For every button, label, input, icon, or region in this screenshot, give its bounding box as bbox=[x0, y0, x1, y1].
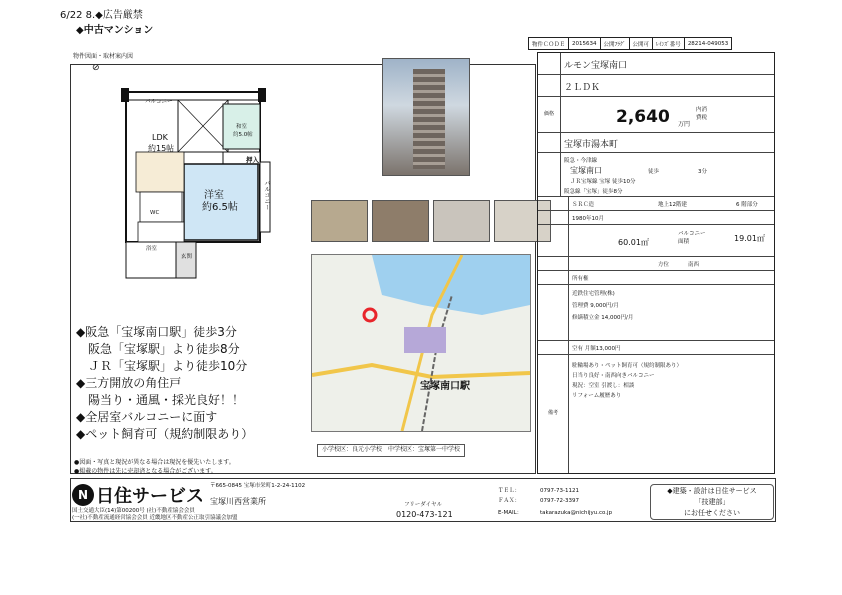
category-title: ◆中古マンション bbox=[76, 25, 154, 36]
status-label: 公開ﾌﾗｸﾞ bbox=[600, 38, 629, 50]
spec-row-parking bbox=[538, 341, 774, 355]
structure: ＳＲＣ造 bbox=[572, 202, 595, 208]
floors: 地上12階建 bbox=[658, 202, 687, 208]
spec-row-structure bbox=[538, 197, 774, 211]
feature-item: 阪急「宝塚駅」より徒歩8分 bbox=[76, 342, 240, 356]
transport-walk: 徒歩 bbox=[648, 169, 660, 175]
remark-item: 駐輪場あり・ペット飼育可（規約制限あり） bbox=[572, 363, 683, 369]
feature-item: ◆阪急「宝塚南口駅」徒歩3分 bbox=[76, 325, 237, 339]
plan-label: 物件図面・取材案内図 bbox=[73, 53, 134, 60]
spec-row-remarks bbox=[538, 355, 774, 473]
land-rights: 所有権 bbox=[572, 276, 589, 282]
price-label: 価格 bbox=[538, 97, 561, 132]
wc-label: WC bbox=[150, 210, 160, 216]
freedial-label: フリーダイヤル bbox=[404, 502, 443, 508]
transport-min: 3分 bbox=[698, 169, 707, 175]
feature-item: ◆ペット飼育可（規約制限あり） bbox=[76, 427, 254, 441]
remarks-label: 備考 bbox=[538, 355, 569, 473]
interior-photo-3 bbox=[433, 200, 490, 242]
remark-item: 日当り良好・南西向きバルコニー bbox=[572, 373, 655, 379]
company-name: 日住サービス bbox=[96, 486, 204, 507]
badge-line-2: 「技建部」 bbox=[694, 498, 730, 506]
youshitsu-label: 洋室 bbox=[204, 190, 224, 201]
feature-item: ◆全居室バルコニーに面す bbox=[76, 410, 218, 424]
balcony-value: 19.01㎡ bbox=[734, 234, 765, 243]
remark-item: リフォーム履歴あり bbox=[572, 393, 622, 399]
tel-label: ＴＥＬ： bbox=[498, 488, 521, 494]
mgmt-fee: 管理費 9,000円/月 bbox=[572, 303, 619, 309]
license-1: 国土交通大臣(14)第00200号 (社)不動産協会会員 bbox=[72, 508, 195, 514]
mgmt-company: 近鉄住宅管理(株) bbox=[572, 291, 615, 297]
building-photo bbox=[382, 58, 470, 176]
service-badge bbox=[650, 484, 774, 520]
spec-row-area bbox=[538, 225, 774, 257]
spec-row-price bbox=[538, 97, 774, 133]
balcony2-label: バルコニー bbox=[262, 180, 270, 210]
entrance-label: 玄関 bbox=[181, 254, 193, 260]
code-label: 物件ＣＯＤＥ bbox=[529, 38, 569, 50]
balcony1-label: バルコニー bbox=[145, 99, 173, 105]
company-logo-icon: N bbox=[72, 484, 94, 506]
company-postal: 〒665-0845 宝塚市栄町1-2-24-1102 bbox=[210, 483, 306, 489]
freedial-number[interactable]: 0120-473-121 bbox=[396, 510, 453, 519]
badge-line-3: にお任せください bbox=[684, 509, 740, 517]
direction-label: 方位 bbox=[658, 262, 670, 268]
remark-item: 現況：空室 引渡し：相談 bbox=[572, 383, 635, 389]
parking: 空有 月額13,000円 bbox=[572, 346, 621, 352]
school-info: 小学校区：良元小学校 中学校区：宝塚第一中学校 bbox=[317, 444, 465, 457]
property-address: 宝塚市湯本町 bbox=[564, 140, 619, 150]
spec-row-built bbox=[538, 211, 774, 225]
built-date: 1980年10月 bbox=[572, 216, 604, 222]
property-layout: ２ＬＤＫ bbox=[564, 83, 601, 93]
spec-row-layout bbox=[538, 75, 774, 97]
washitsu-size: 約5.0帖 bbox=[233, 132, 253, 138]
feature-item: ◆三方開放の角住戸 bbox=[76, 376, 182, 390]
property-name: ルモン宝塚南口 bbox=[564, 61, 628, 71]
company-branch: 宝塚川西営業所 bbox=[210, 497, 266, 506]
area-map bbox=[311, 254, 531, 432]
status-value: 公開可 bbox=[629, 38, 653, 50]
tel-number[interactable]: 0797-73-1121 bbox=[540, 488, 579, 494]
floor-no: 6 階部分 bbox=[736, 202, 758, 208]
transport-line: 阪急・今津線 bbox=[564, 158, 598, 164]
spec-row-rights bbox=[538, 271, 774, 285]
transport-jr: ＪＲ宝塚線 宝塚 徒歩10分 bbox=[570, 179, 636, 185]
map-station-label: 宝塚南口駅 bbox=[420, 381, 470, 392]
note-2: ●掲載の物件は先に売却済となる場合がございます。 bbox=[74, 468, 217, 475]
spec-row-address bbox=[538, 133, 774, 153]
north-arrow-icon: ⊘ bbox=[92, 63, 100, 73]
tax-label: 内消費税 bbox=[696, 107, 708, 121]
spec-row-transport bbox=[538, 153, 774, 197]
direction-value: 南西 bbox=[688, 262, 700, 268]
floor-plan bbox=[118, 82, 278, 282]
transport-station: 宝塚南口 bbox=[570, 166, 602, 175]
note-1: ●図面・写真と現況が異なる場合は現況を優先いたします。 bbox=[74, 459, 235, 466]
email-label: E-MAIL： bbox=[498, 510, 523, 516]
area-value: 60.01㎡ bbox=[618, 238, 649, 247]
repair-fee: 修繕積立金 14,000円/月 bbox=[572, 315, 634, 321]
bath-label: 浴室 bbox=[146, 246, 158, 252]
oshiire-label: 押入 bbox=[246, 156, 259, 164]
feature-item: 陽当り・通風・採光良好！！ bbox=[76, 393, 245, 407]
interior-photo-1 bbox=[311, 200, 368, 242]
date-note: 6/22 8.◆広告厳禁 bbox=[60, 10, 143, 21]
ldk-label: LDK bbox=[152, 133, 168, 142]
ldk-size: 約15帖 bbox=[148, 144, 175, 153]
spec-panel bbox=[537, 52, 775, 474]
balcony-label: バルコニー面積 bbox=[678, 231, 706, 245]
price-value: 2,640 bbox=[616, 107, 670, 127]
washitsu-label: 和室 bbox=[236, 124, 248, 130]
code-value: 2015634 bbox=[569, 38, 601, 50]
reg-label: ﾚｲﾝｽﾞ番号 bbox=[653, 38, 685, 50]
features-list bbox=[76, 324, 253, 443]
fax-number: 0797-72-3397 bbox=[540, 498, 579, 504]
transport-extra: 阪急線「宝塚」徒歩8分 bbox=[564, 189, 623, 195]
interior-photo-2 bbox=[372, 200, 429, 242]
youshitsu-size: 約6.5帖 bbox=[202, 202, 238, 213]
reg-value: 28214-049053 bbox=[684, 38, 731, 50]
header-code-table bbox=[528, 37, 732, 50]
badge-line-1: ◆建築・設計は日住サービス bbox=[667, 487, 757, 495]
spec-row-mgmt bbox=[538, 285, 774, 341]
spec-row-direction bbox=[538, 257, 774, 271]
feature-item: ＪＲ「宝塚駅」より徒歩10分 bbox=[76, 359, 248, 373]
price-unit: 万円 bbox=[678, 121, 691, 128]
fax-label: ＦＡＸ： bbox=[498, 498, 521, 504]
spec-row-name bbox=[538, 53, 774, 75]
license-2: (一社)不動産流通経営協会会員 近畿地区不動産公正取引協議会加盟 bbox=[72, 515, 238, 521]
email-address[interactable]: takarazuka@nichijyu.co.jp bbox=[540, 510, 613, 516]
